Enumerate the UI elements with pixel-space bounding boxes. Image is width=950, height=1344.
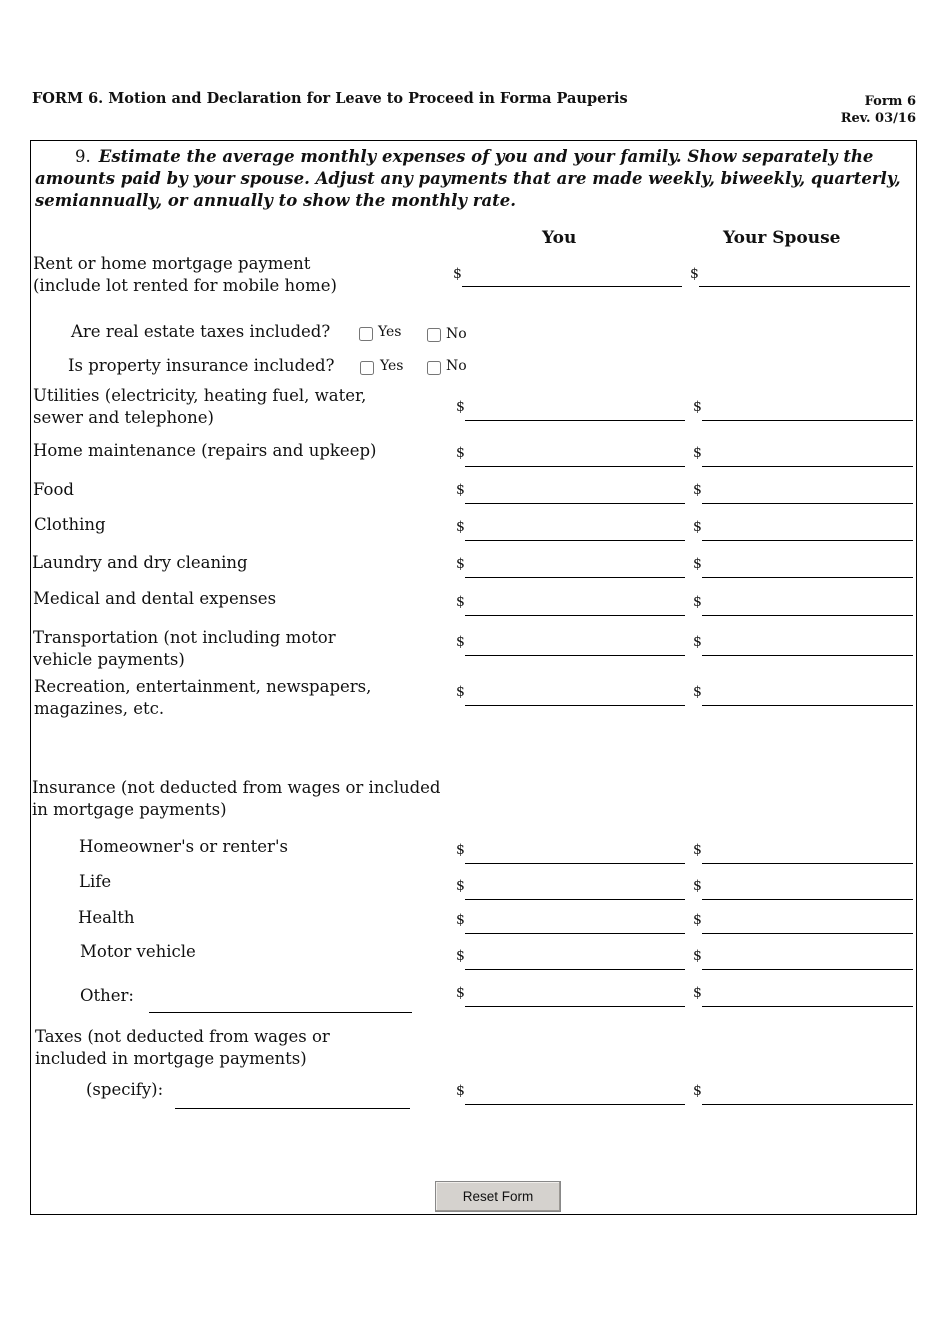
currency-symbol: $ — [693, 482, 702, 498]
currency-symbol: $ — [693, 556, 702, 572]
recreation-you-input[interactable] — [465, 686, 685, 706]
currency-symbol: $ — [456, 594, 465, 610]
insurance-label — [32, 777, 441, 821]
recreation-label-line1: Recreation, entertainment, newspapers, — [34, 677, 372, 696]
motor-vehicle-label: Motor vehicle — [80, 942, 196, 961]
column-header-you: You — [542, 228, 577, 248]
taxes-label-line1: Taxes (not deducted from wages or — [35, 1027, 330, 1046]
utilities-you-input[interactable] — [465, 401, 685, 421]
form-revision: Rev. 03/16 — [840, 111, 916, 126]
yes-label: Yes — [378, 324, 402, 340]
currency-symbol: $ — [693, 684, 702, 700]
life-label: Life — [79, 872, 112, 891]
motor-vehicle-you-input[interactable] — [465, 950, 685, 970]
life-you-input[interactable] — [465, 880, 685, 900]
question-text: Estimate the average monthly expenses of you and your family. Show separately the amounts paid by your spouse. Adjust any payments that are made weekly, biweekly, quarterly, semiannually, or annually to show the monthly rate. — [35, 147, 901, 210]
currency-symbol: $ — [693, 445, 702, 461]
medical-spouse-input[interactable] — [702, 596, 913, 616]
rent-label — [33, 253, 337, 297]
property-insurance-yes-checkbox[interactable] — [360, 361, 374, 375]
currency-symbol: $ — [456, 948, 465, 964]
clothing-label: Clothing — [34, 515, 106, 534]
home-maintenance-you-input[interactable] — [465, 447, 685, 467]
taxes-label-line2: included in mortgage payments) — [35, 1049, 307, 1068]
currency-symbol: $ — [456, 482, 465, 498]
homeowners-label: Homeowner's or renter's — [79, 837, 288, 856]
form-number: Form 6 — [864, 94, 916, 109]
recreation-label-line2: magazines, etc. — [34, 699, 165, 718]
real-estate-taxes-no-checkbox[interactable] — [427, 328, 441, 342]
utilities-label-line2: sewer and telephone) — [33, 408, 214, 427]
currency-symbol: $ — [693, 519, 702, 535]
real-estate-taxes-yes-checkbox[interactable] — [359, 327, 373, 341]
recreation-label — [34, 676, 371, 720]
form-title: FORM 6. Motion and Declaration for Leave to Proceed in Forma Pauperis — [32, 90, 628, 107]
utilities-label-line1: Utilities (electricity, heating fuel, water, — [33, 386, 367, 405]
currency-symbol: $ — [456, 1083, 465, 1099]
specify-label: (specify): — [86, 1080, 164, 1099]
currency-symbol: $ — [456, 445, 465, 461]
homeowners-spouse-input[interactable] — [702, 844, 913, 864]
currency-symbol: $ — [456, 842, 465, 858]
laundry-label: Laundry and dry cleaning — [32, 553, 248, 572]
transportation-label-line1: Transportation (not including motor — [33, 628, 336, 647]
no-label: No — [446, 358, 467, 374]
reset-form-button[interactable]: Reset Form — [435, 1181, 561, 1212]
life-spouse-input[interactable] — [702, 880, 913, 900]
rent-spouse-input[interactable] — [699, 267, 910, 287]
motor-vehicle-spouse-input[interactable] — [702, 950, 913, 970]
currency-symbol: $ — [456, 985, 465, 1001]
currency-symbol: $ — [453, 266, 462, 282]
taxes-you-input[interactable] — [465, 1085, 685, 1105]
transportation-you-input[interactable] — [465, 636, 685, 656]
rent-label-line1: Rent or home mortgage payment — [33, 254, 311, 273]
currency-symbol: $ — [693, 1083, 702, 1099]
no-label: No — [446, 326, 467, 342]
currency-symbol: $ — [456, 878, 465, 894]
laundry-spouse-input[interactable] — [702, 558, 913, 578]
question-number: 9. — [75, 147, 91, 166]
other-spouse-input[interactable] — [702, 987, 913, 1007]
medical-label: Medical and dental expenses — [33, 589, 277, 608]
clothing-spouse-input[interactable] — [702, 521, 913, 541]
taxes-label — [35, 1026, 330, 1070]
transportation-spouse-input[interactable] — [702, 636, 913, 656]
currency-symbol: $ — [693, 634, 702, 650]
other-label: Other: — [80, 986, 134, 1005]
other-you-input[interactable] — [465, 987, 685, 1007]
currency-symbol: $ — [456, 519, 465, 535]
health-spouse-input[interactable] — [702, 914, 913, 934]
property-insurance-label: Is property insurance included? — [68, 356, 335, 375]
real-estate-taxes-label: Are real estate taxes included? — [71, 322, 331, 341]
home-maintenance-label: Home maintenance (repairs and upkeep) — [33, 441, 377, 460]
yes-label: Yes — [380, 358, 404, 374]
utilities-label — [33, 385, 366, 429]
health-you-input[interactable] — [465, 914, 685, 934]
insurance-label-line1: Insurance (not deducted from wages or included — [32, 778, 441, 797]
currency-symbol: $ — [693, 842, 702, 858]
transportation-label-line2: vehicle payments) — [33, 650, 185, 669]
currency-symbol: $ — [690, 266, 699, 282]
utilities-spouse-input[interactable] — [702, 401, 913, 421]
laundry-you-input[interactable] — [465, 558, 685, 578]
insurance-label-line2: in mortgage payments) — [32, 800, 227, 819]
currency-symbol: $ — [456, 399, 465, 415]
homeowners-you-input[interactable] — [465, 844, 685, 864]
taxes-spouse-input[interactable] — [702, 1085, 913, 1105]
currency-symbol: $ — [456, 912, 465, 928]
currency-symbol: $ — [456, 556, 465, 572]
currency-symbol: $ — [693, 399, 702, 415]
medical-you-input[interactable] — [465, 596, 685, 616]
currency-symbol: $ — [693, 912, 702, 928]
rent-you-input[interactable] — [462, 267, 682, 287]
column-header-spouse: Your Spouse — [723, 228, 841, 248]
taxes-specify-input[interactable] — [175, 1089, 410, 1109]
recreation-spouse-input[interactable] — [702, 686, 913, 706]
health-label: Health — [78, 908, 135, 927]
currency-symbol: $ — [693, 985, 702, 1001]
other-description-input[interactable] — [149, 993, 412, 1013]
currency-symbol: $ — [456, 684, 465, 700]
currency-symbol: $ — [693, 878, 702, 894]
rent-label-line2: (include lot rented for mobile home) — [33, 276, 337, 295]
question-intro — [35, 146, 910, 212]
clothing-you-input[interactable] — [465, 521, 685, 541]
property-insurance-no-checkbox[interactable] — [427, 361, 441, 375]
form-id-block — [841, 93, 916, 127]
currency-symbol: $ — [456, 634, 465, 650]
food-label: Food — [33, 480, 74, 499]
food-spouse-input[interactable] — [702, 484, 913, 504]
currency-symbol: $ — [693, 594, 702, 610]
currency-symbol: $ — [693, 948, 702, 964]
transportation-label — [33, 627, 336, 671]
home-maintenance-spouse-input[interactable] — [702, 447, 913, 467]
food-you-input[interactable] — [465, 484, 685, 504]
